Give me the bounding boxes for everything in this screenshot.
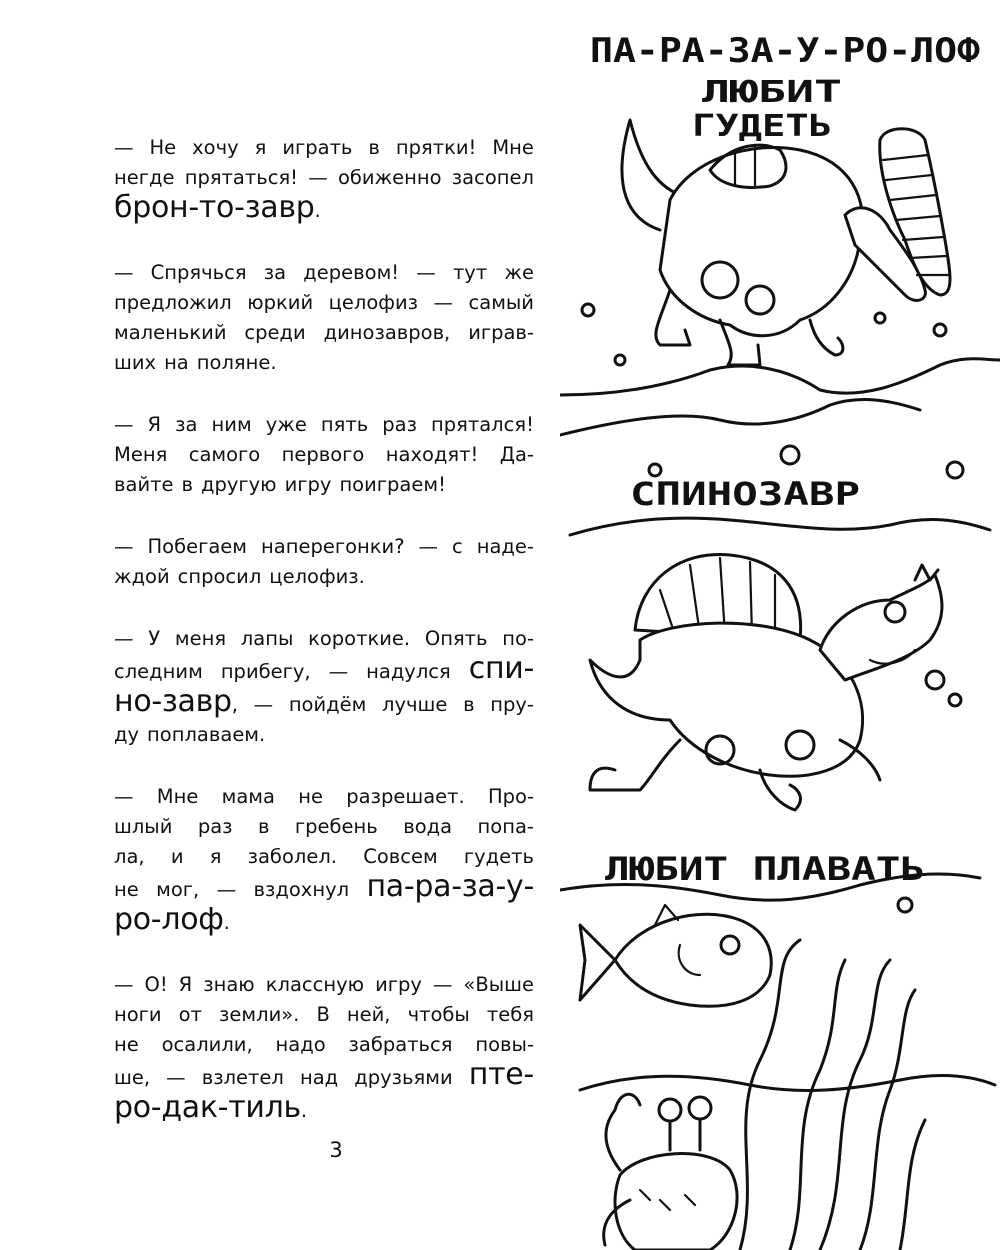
text-line [114, 410, 534, 440]
punctuation: . [314, 199, 321, 222]
word: и [170, 845, 184, 868]
word: самого [188, 443, 261, 466]
story-paragraph [114, 410, 534, 500]
word: целофиз [328, 291, 419, 314]
word: ше, [114, 1066, 151, 1089]
word: — [416, 261, 436, 284]
word: негде [114, 166, 175, 189]
word: за [175, 413, 198, 436]
dinosaur-illustration [560, 0, 1000, 1250]
word: — [253, 693, 274, 716]
text-line [114, 133, 534, 163]
word: Я [178, 973, 193, 996]
word: в [257, 815, 270, 838]
word: заболел. [247, 845, 338, 868]
word: О! [144, 973, 168, 996]
word: — [166, 1066, 186, 1089]
text-line [114, 1057, 534, 1093]
caption-loves-swimming: ЛЮБИТ ПЛАВАТЬ [605, 850, 925, 888]
dinosaur-name: ро-лоф [114, 902, 224, 937]
word: на [164, 351, 189, 374]
word: хочу [192, 136, 239, 159]
word: ним [211, 413, 252, 436]
word: — [328, 660, 349, 683]
word: ноги [114, 1003, 162, 1026]
text-line [114, 684, 534, 720]
word: поплаваем. [147, 723, 266, 746]
word: — [114, 627, 134, 650]
text-line [114, 782, 534, 812]
word: вода [403, 815, 453, 838]
word: следним [114, 660, 203, 683]
word-group [114, 684, 238, 720]
dinosaur-name: пте- [468, 1057, 534, 1092]
text-line [114, 288, 534, 318]
word: первого [281, 443, 365, 466]
word: шлый [114, 815, 173, 838]
text-line [114, 720, 534, 750]
word: Меня [114, 443, 168, 466]
dinosaur-name: ро-дак-тиль [114, 1090, 301, 1125]
text-line [114, 562, 534, 592]
text-line [114, 440, 534, 470]
word: Мне [156, 785, 199, 808]
word: забраться [348, 1033, 453, 1056]
word: пойдём [288, 693, 367, 716]
word: — [114, 413, 134, 436]
word-group [366, 869, 534, 905]
text-line [114, 1090, 534, 1126]
word: пять [320, 413, 369, 436]
word: — [114, 785, 134, 808]
word: спросил [177, 565, 262, 588]
text-line [114, 532, 534, 562]
word: вайте [114, 473, 174, 496]
word: Я [147, 413, 162, 436]
word: — [308, 166, 328, 189]
word: в [463, 693, 475, 716]
word-group [114, 190, 321, 226]
word: наде- [476, 535, 534, 558]
dinosaur-name: брон-то-завр [114, 190, 315, 225]
word: я [254, 136, 267, 159]
word: находят! [385, 443, 479, 466]
word: Спрячься [150, 261, 247, 284]
story-text [114, 133, 534, 1158]
word: по- [502, 627, 534, 650]
caption-spinosaurus: СПИНОЗАВР [630, 475, 860, 513]
word: надулся [366, 660, 451, 683]
word: друзьями [354, 1066, 453, 1089]
text-line [114, 348, 534, 378]
word: прятаться! [184, 166, 298, 189]
word: другую [200, 473, 277, 496]
word: — [418, 535, 439, 558]
word: целофиз. [269, 565, 365, 588]
word: — [114, 973, 134, 996]
text-line [114, 190, 534, 226]
word-group [468, 651, 534, 687]
word: — [433, 291, 454, 314]
word: лучше [382, 693, 448, 716]
word: за [263, 261, 287, 284]
word: тебя [486, 1003, 534, 1026]
word: прятки! [395, 136, 477, 159]
text-line [114, 842, 534, 872]
word: Побегаем [147, 535, 248, 558]
word: уже [265, 413, 307, 436]
text-line [114, 869, 534, 905]
word: чтобы [407, 1003, 470, 1026]
story-paragraph [114, 532, 534, 592]
fish-drawing [580, 905, 771, 1006]
word: У [148, 627, 161, 650]
story-paragraph [114, 970, 534, 1126]
text-line [114, 1030, 534, 1060]
word: маленький [114, 321, 227, 344]
word: Не [149, 136, 177, 159]
word: я [209, 845, 222, 868]
spinosaurus-drawing [590, 554, 942, 810]
word: надо [275, 1033, 326, 1056]
text-line [114, 812, 534, 842]
seaweed-drawing [740, 940, 925, 1250]
text-line [114, 651, 534, 687]
word: не [298, 785, 323, 808]
word: меня [174, 627, 227, 650]
word: — [114, 261, 134, 284]
word: играв- [468, 321, 534, 344]
word: «Выше [463, 973, 534, 996]
word: не [114, 878, 139, 901]
text-line [114, 970, 534, 1000]
word: играть [282, 136, 353, 159]
word: в [368, 136, 380, 159]
punctuation: . [300, 1099, 308, 1122]
word: лапы [240, 627, 294, 650]
word-group [114, 902, 230, 938]
word: знаю [203, 973, 255, 996]
word: поиграем! [339, 473, 446, 496]
parasaurolophus-drawing [622, 120, 950, 365]
text-line [114, 1000, 534, 1030]
word: мама [221, 785, 275, 808]
text-line [114, 318, 534, 348]
word: короткие. [308, 627, 411, 650]
story-paragraph [114, 624, 534, 750]
text-line [114, 470, 534, 500]
caption-loves-1: ЛЮБИТ [702, 75, 842, 110]
word: гребень [294, 815, 378, 838]
word: — [432, 973, 453, 996]
word: прибегу, [220, 660, 311, 683]
word: раз [197, 815, 233, 838]
word: ла, [114, 845, 145, 868]
word: пру- [490, 693, 534, 716]
text-line [114, 163, 534, 193]
word: предложил [114, 291, 232, 314]
word: Мне [492, 136, 534, 159]
word: засопел [451, 166, 534, 189]
word: ждой [114, 565, 170, 588]
caption-to-hum: ГУДЕТЬ [692, 109, 832, 144]
word: взлетел [201, 1066, 284, 1089]
word: Да- [499, 443, 534, 466]
word: — [216, 878, 237, 901]
word: Про- [487, 785, 534, 808]
word: игру [284, 473, 332, 496]
word: гудеть [463, 845, 534, 868]
word: от [178, 1003, 202, 1026]
page-number: 3 [329, 1138, 343, 1162]
word: В [316, 1003, 330, 1026]
word: с [452, 535, 463, 558]
dinosaur-name: спи- [468, 651, 534, 686]
word-group [114, 1090, 308, 1126]
text-line [114, 258, 534, 288]
word: Опять [424, 627, 488, 650]
word: над [299, 1066, 339, 1089]
word: классную [265, 973, 365, 996]
story-paragraph [114, 133, 534, 226]
story-paragraph [114, 782, 534, 938]
text-line [114, 624, 534, 654]
word: разрешает. [346, 785, 465, 808]
word: — [114, 136, 134, 159]
word: попа- [477, 815, 534, 838]
word: самый [468, 291, 534, 314]
word: — [114, 535, 134, 558]
word: игру [375, 973, 422, 996]
word: динозавров, [323, 321, 451, 344]
word: ду [114, 723, 140, 746]
text-line [114, 902, 534, 938]
caption-parasaurolophus: ПА-РА-ЗА-У-РО-ЛОФ [590, 31, 981, 71]
word: Совсем [363, 845, 438, 868]
word: наперегонки? [261, 535, 405, 558]
story-paragraph [114, 258, 534, 378]
word: тут [452, 261, 488, 284]
word: земли». [219, 1003, 300, 1026]
word: вздохнул [253, 878, 350, 901]
word: ней, [346, 1003, 391, 1026]
dinosaur-name: но-завр [114, 684, 232, 719]
word: мог, [156, 878, 200, 901]
word: деревом! [303, 261, 400, 284]
punctuation: . [223, 911, 230, 934]
word: среди [244, 321, 306, 344]
word: повы- [475, 1033, 534, 1056]
word-group [468, 1057, 534, 1093]
word: ших [114, 351, 157, 374]
word: раз [382, 413, 417, 436]
dinosaur-name: па-ра-за-у- [366, 869, 534, 904]
crab-drawing [604, 1094, 737, 1250]
word: обиженно [337, 166, 442, 189]
ground-line [560, 359, 1000, 395]
word: не [114, 1033, 139, 1056]
word: прятался! [431, 413, 534, 436]
punctuation: , [231, 693, 238, 716]
word: юркий [247, 291, 314, 314]
word: в [181, 473, 193, 496]
word: осалили, [161, 1033, 253, 1056]
word: поляне. [196, 351, 277, 374]
word: же [504, 261, 534, 284]
